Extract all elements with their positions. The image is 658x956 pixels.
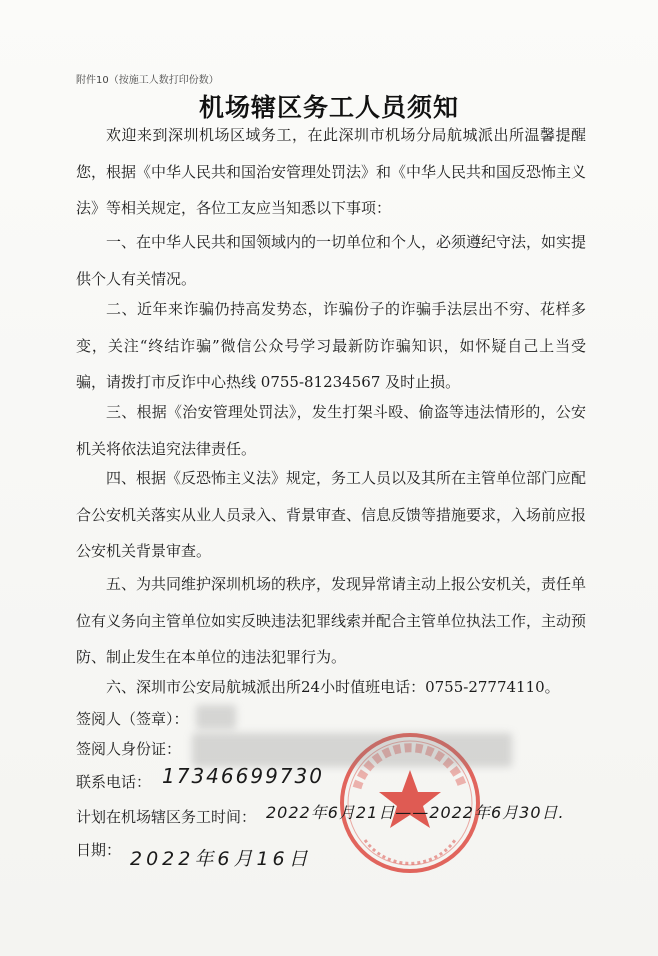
item-2-paragraph: 二、近年来诈骗仍持高发势态，诈骗份子的诈骗手法层出不穷、花样多变，关注“终结诈骗”微信公众号学习最新防诈骗知识，如怀疑自己上当受骗，请拨打市反诈中心热线 0755-81234567 及时止损。: [76, 300, 586, 391]
item-1-paragraph: 一、在中华人民共和国领域内的一切单位和个人，必须遵纪守法，如实提供个人有关情况。: [76, 233, 587, 288]
redacted-id-number: [192, 733, 512, 767]
id-label: 签阅人身份证：: [76, 740, 182, 758]
phone-label: 联系电话：: [76, 773, 152, 791]
date-label: 日期：: [76, 841, 122, 859]
phone-value-handwritten: 17346699730: [162, 764, 324, 788]
redacted-signature: [196, 705, 236, 729]
item-4-paragraph: 四、根据《反恐怖主义法》规定，务工人员以及其所在主管单位部门应配合公安机关落实从业人员录入、背景审查、信息反馈等措施要求，入场前应报公安机关背景审查。: [76, 469, 587, 560]
intro-paragraph: 欢迎来到深圳机场区域务工，在此深圳市机场分局航城派出所温馨提醒您，根据《中华人民共和国治安管理处罚法》和《中华人民共和国反恐怖主义法》等相关规定，各位工友应当知悉以下事项：: [76, 126, 587, 217]
item-6-paragraph: 六、深圳市公安局航城派出所24小时值班电话：0755-27774110。: [106, 678, 560, 696]
date-handwritten: 2022年6月16日: [130, 848, 312, 870]
item-3-paragraph: 三、根据《治安管理处罚法》，发生打架斗殴、偷盗等违法情形的，公安机关将依法追究法律责任。: [76, 403, 586, 458]
work-period-label: 计划在机场辖区务工时间：: [76, 808, 257, 826]
annex-note: 附件10（按施工人数打印份数）: [76, 75, 219, 86]
work-period-handwritten: 2022年6月21日——2022年6月30日.: [266, 803, 565, 822]
page-title: 机场辖区务工人员须知: [198, 93, 459, 122]
item-5-paragraph: 五、为共同维护深圳机场的秩序，发现异常请主动上报公安机关，责任单位有义务向主管单位如实反映违法犯罪线索并配合主管单位执法工作，主动预防、制止发生在本单位的违法犯罪行为。: [76, 575, 587, 666]
signer-label: 签阅人（签章）：: [76, 710, 189, 728]
